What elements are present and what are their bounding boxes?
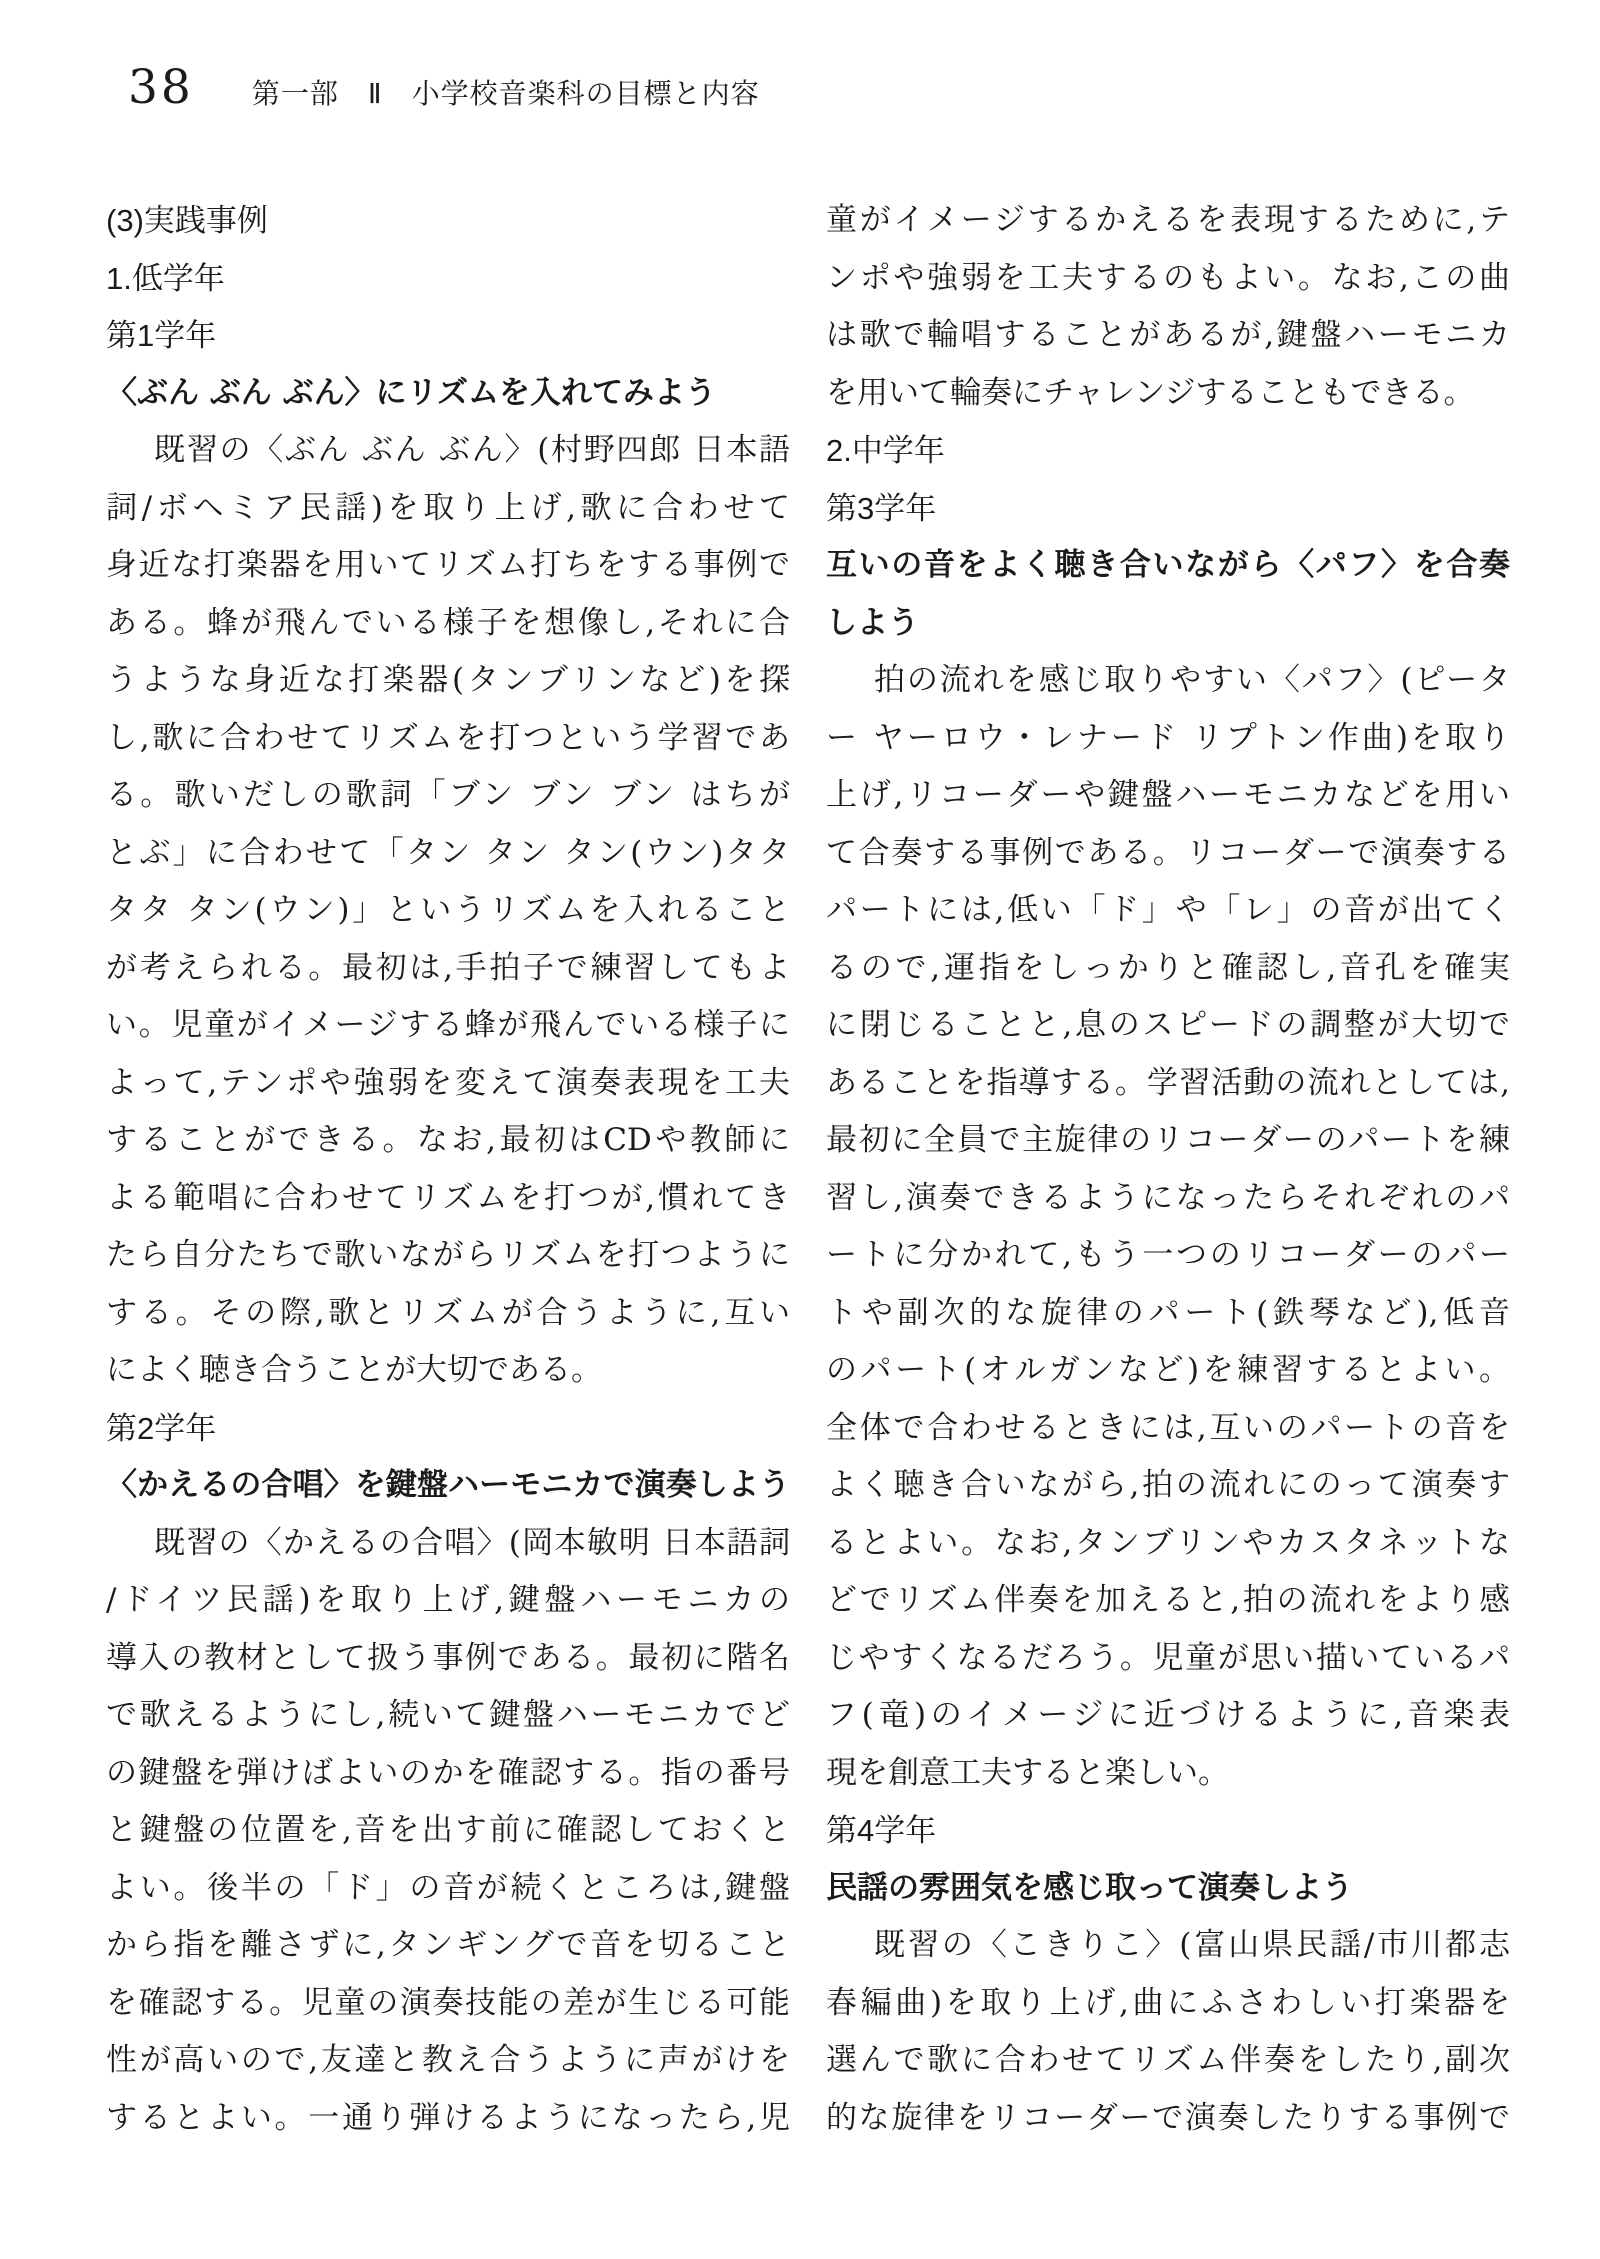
example-title: 〈かえるの合唱〉を鍵盤ハーモニカで演奏しよう bbox=[106, 1467, 790, 1503]
text-line: 既習の〈ぶん ぶん ぶん〉(村野四郎 日本語 bbox=[154, 432, 790, 468]
section-heading: 2.中学年 bbox=[826, 433, 945, 468]
text-line: とぶ」に合わせて「タン タン タン(ウン)タタ bbox=[106, 834, 790, 871]
text-columns bbox=[106, 192, 1510, 2147]
text-line: フ(竜)のイメージに近づけるように,音楽表 bbox=[826, 1697, 1510, 1733]
column-right bbox=[826, 192, 1510, 2147]
text-line: に閉じることと,息のスピードの調整が大切で bbox=[826, 1007, 1510, 1043]
text-line: 性が高いので,友達と教え合うように声がけを bbox=[106, 2042, 790, 2078]
text-line: 既習の〈こきりこ〉(富山県民謡/市川都志 bbox=[874, 1927, 1510, 1963]
grade-heading: 第2学年 bbox=[106, 1410, 217, 1446]
text-line: パートには,低い「ド」や「レ」の音が出てく bbox=[826, 892, 1510, 928]
text-line: によく聴き合うことが大切である。 bbox=[106, 1352, 602, 1388]
example-title: 民謡の雰囲気を感じ取って演奏しよう bbox=[826, 1869, 1353, 1906]
text-line: する。その際,歌とリズムが合うように,互い bbox=[106, 1294, 790, 1331]
grade-heading: 第4学年 bbox=[826, 1813, 937, 1848]
example-title: 〈ぶん ぶん ぶん〉にリズムを入れてみよう bbox=[106, 374, 716, 411]
text-line: 現を創意工夫すると楽しい。 bbox=[826, 1754, 1229, 1791]
text-line: と鍵盤の位置を,音を出す前に確認しておくと bbox=[106, 1812, 790, 1848]
text-line: は歌で輪唱することがあるが,鍵盤ハーモニカ bbox=[826, 317, 1510, 353]
text-line: し,歌に合わせてリズムを打つという学習であ bbox=[106, 719, 790, 756]
section-heading: (3)実践事例 bbox=[106, 203, 268, 238]
text-line: 身近な打楽器を用いてリズム打ちをする事例で bbox=[106, 547, 790, 583]
text-line: たら自分たちで歌いながらリズムを打つように bbox=[106, 1237, 790, 1273]
text-line: を用いて輪奏にチャレンジすることもできる。 bbox=[826, 374, 1475, 411]
text-line: 春編曲)を取り上げ,曲にふさわしい打楽器を bbox=[826, 1984, 1510, 2021]
text-line: 最初に全員で主旋律のリコーダーのパートを練 bbox=[826, 1122, 1510, 1158]
text-line: /ドイツ民謡)を取り上げ,鍵盤ハーモニカの bbox=[106, 1582, 790, 1618]
text-line: 選んで歌に合わせてリズム伴奏をしたり,副次 bbox=[826, 2042, 1510, 2078]
text-line: 既習の〈かえるの合唱〉(岡本敏明 日本語詞 bbox=[154, 1524, 790, 1561]
text-line: することができる。なお,最初はCDや教師に bbox=[106, 1122, 790, 1158]
text-line: るとよい。なお,タンブリンやカスタネットな bbox=[826, 1524, 1510, 1561]
example-title: しよう bbox=[826, 604, 919, 641]
text-line: を確認する。児童の演奏技能の差が生じる可能 bbox=[106, 1984, 790, 2021]
text-line: タタ タン(ウン)」というリズムを入れること bbox=[106, 892, 790, 928]
text-line: ある。蜂が飛んでいる様子を想像し,それに合 bbox=[106, 604, 790, 641]
text-line: ー ヤーロウ・レナード リプトン作曲)を取り bbox=[826, 719, 1510, 756]
text-line: ートに分かれて,もう一つのリコーダーのパー bbox=[826, 1237, 1510, 1273]
text-line: から指を離さずに,タンギングで音を切ること bbox=[106, 1927, 790, 1963]
text-line: 詞/ボヘミア民謡)を取り上げ,歌に合わせて bbox=[106, 489, 791, 526]
text-line: 導入の教材として扱う事例である。最初に階名 bbox=[106, 1639, 790, 1676]
text-line: 上げ,リコーダーや鍵盤ハーモニカなどを用い bbox=[826, 777, 1510, 813]
text-line: のパート(オルガンなど)を練習するとよい。 bbox=[826, 1352, 1510, 1388]
running-head bbox=[128, 60, 760, 115]
text-line: するとよい。一通り弾けるようになったら,児 bbox=[106, 2099, 790, 2136]
text-line: トや副次的な旋律のパート(鉄琴など),低音 bbox=[826, 1294, 1510, 1331]
text-line: あることを指導する。学習活動の流れとしては, bbox=[826, 1064, 1510, 1101]
text-line: で歌えるようにし,続いて鍵盤ハーモニカでど bbox=[106, 1697, 790, 1733]
text-line: 的な旋律をリコーダーで演奏したりする事例で bbox=[826, 2099, 1510, 2136]
text-line: 習し,演奏できるようになったらそれぞれのパ bbox=[826, 1179, 1510, 1216]
text-line: ンポや強弱を工夫するのもよい。なお,この曲 bbox=[826, 259, 1510, 296]
text-line: 拍の流れを感じ取りやすい〈パフ〉(ピータ bbox=[874, 662, 1510, 698]
text-line: る。歌いだしの歌詞「ブン ブン ブン はちが bbox=[106, 777, 790, 813]
text-line: が考えられる。最初は,手拍子で練習してもよ bbox=[106, 949, 790, 986]
grade-heading: 第1学年 bbox=[106, 318, 217, 353]
text-line: よって,テンポや強弱を変えて演奏表現を工夫 bbox=[106, 1064, 790, 1101]
text-line: じやすくなるだろう。児童が思い描いているパ bbox=[826, 1639, 1510, 1676]
text-line: て合奏する事例である。リコーダーで演奏する bbox=[826, 834, 1510, 871]
text-line: い。児童がイメージする蜂が飛んでいる様子に bbox=[106, 1007, 790, 1043]
text-line: るので,運指をしっかりと確認し,音孔を確実 bbox=[826, 949, 1510, 986]
text-line: どでリズム伴奏を加えると,拍の流れをより感 bbox=[826, 1582, 1510, 1618]
text-line: 全体で合わせるときには,互いのパートの音を bbox=[826, 1409, 1510, 1446]
column-left bbox=[106, 192, 790, 2147]
text-line: よく聴き合いながら,拍の流れにのって演奏す bbox=[826, 1467, 1510, 1503]
text-line: 童がイメージするかえるを表現するために,テ bbox=[826, 202, 1510, 238]
section-heading: 1.低学年 bbox=[106, 260, 225, 296]
text-line: の鍵盤を弾けばよいのかを確認する。指の番号 bbox=[106, 1754, 790, 1791]
page-number: 38 bbox=[128, 60, 194, 115]
grade-heading: 第3学年 bbox=[826, 490, 937, 526]
text-line: よる範唱に合わせてリズムを打つが,慣れてき bbox=[106, 1179, 790, 1216]
example-title: 互いの音をよく聴き合いながら〈パフ〉を合奏 bbox=[826, 547, 1510, 583]
text-line: よい。後半の「ド」の音が続くところは,鍵盤 bbox=[106, 1869, 790, 1906]
text-line: うような身近な打楽器(タンブリンなど)を探 bbox=[106, 662, 790, 698]
running-head-title: 第一部 Ⅱ 小学校音楽科の目標と内容 bbox=[251, 78, 760, 109]
